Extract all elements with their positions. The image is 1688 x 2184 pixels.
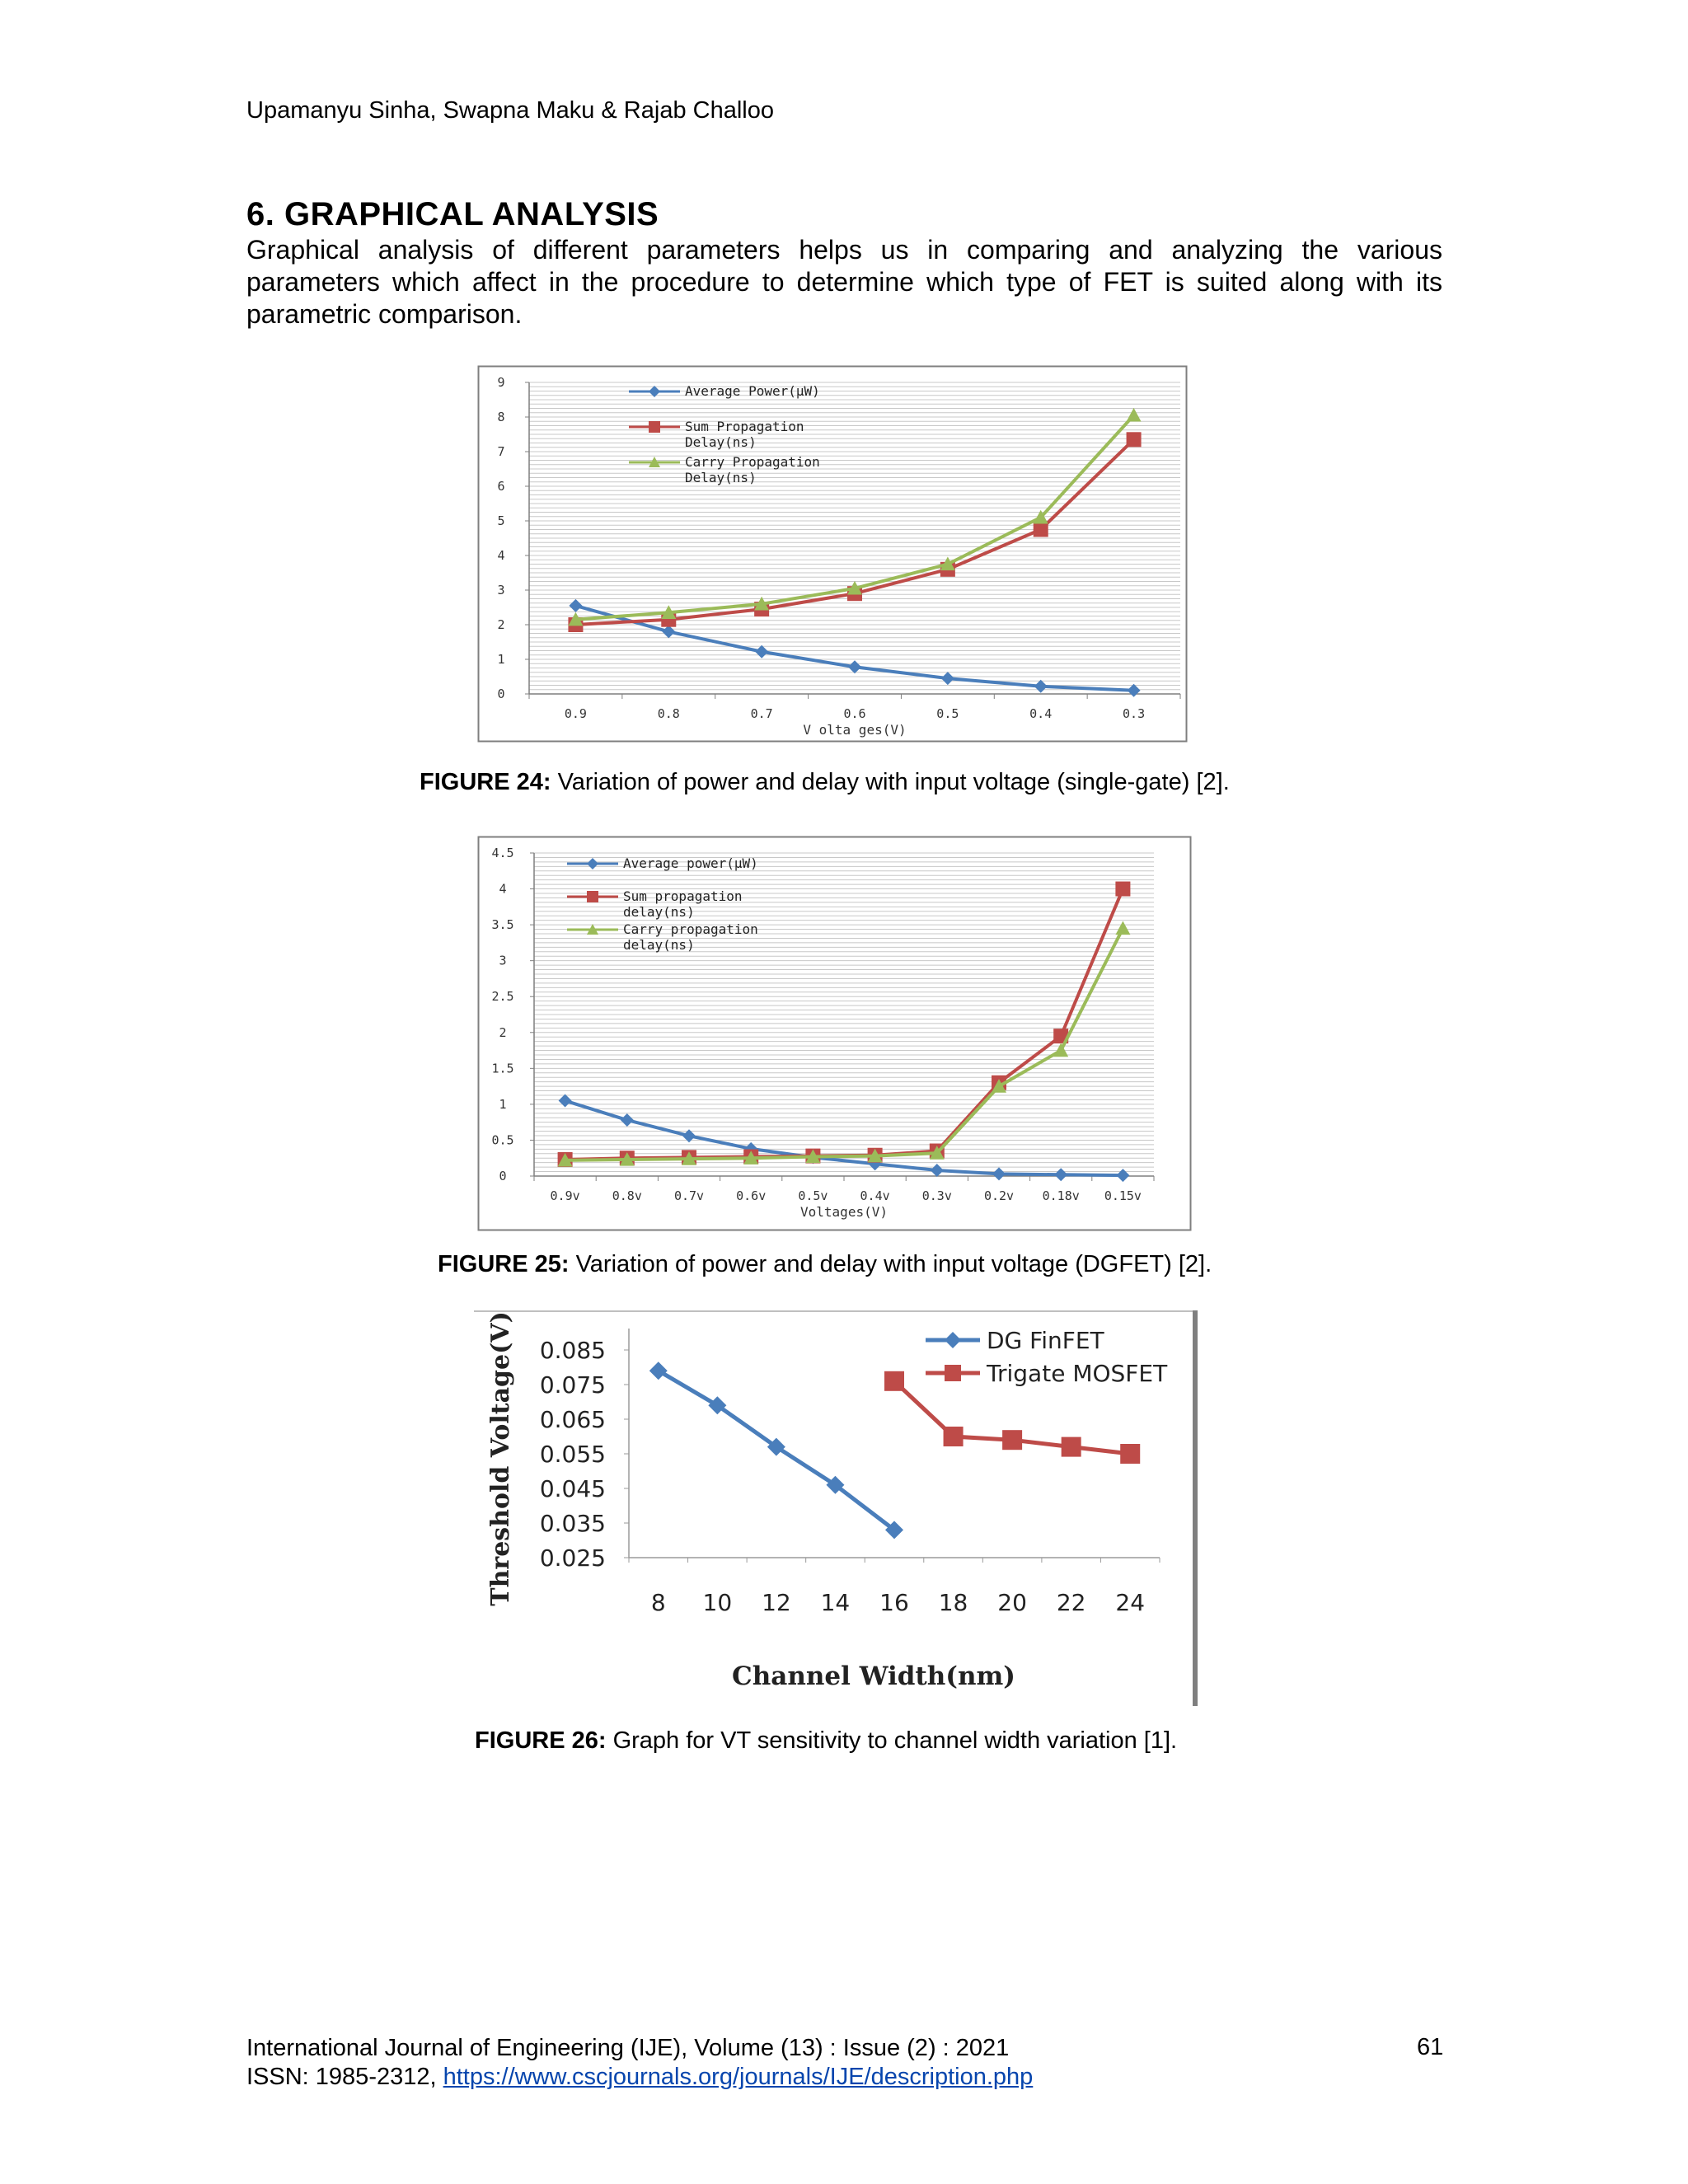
y-tick-label: 0.035	[539, 1510, 606, 1537]
y-tick-label: 3	[497, 583, 505, 598]
y-tick-label: 9	[497, 375, 505, 390]
x-tick-label: 0.3	[1123, 706, 1146, 721]
y-tick-label: 8	[497, 410, 505, 424]
x-tick-label: 0.3v	[921, 1188, 952, 1203]
figure-24-caption-label: FIGURE 24:	[420, 769, 551, 795]
x-tick-label: 0.6	[843, 706, 866, 721]
figure-25-chart	[478, 837, 1191, 1230]
page-footer	[246, 2034, 1033, 2092]
legend-1-marker	[587, 891, 598, 902]
y-tick-label: 0.025	[539, 1544, 606, 1572]
legend-0-label: Average power(µW)	[623, 855, 758, 871]
y-tick-label: 4	[499, 881, 507, 897]
x-tick-label: 24	[1115, 1589, 1146, 1616]
series-1-point	[1002, 1430, 1022, 1450]
x-tick-label: 0.18v	[1042, 1188, 1080, 1203]
section-paragraph: Graphical analysis of different parameters helps us in comparing and analyzing the various parameters which affect in the procedure to determine which type of FET is suited along with its parametric comparison.	[246, 235, 1442, 329]
figure-26-caption-label: FIGURE 26:	[475, 1727, 607, 1754]
figure-24-caption-text: Variation of power and delay with input voltage (single-gate) [2].	[551, 769, 1230, 795]
x-tick-label: 0.6v	[736, 1188, 767, 1203]
y-tick-label: 2.5	[491, 989, 514, 1005]
running-header: Upamanyu Sinha, Swapna Maku & Rajab Challoo	[246, 97, 774, 124]
figure-25-caption-label: FIGURE 25:	[438, 1251, 570, 1277]
y-tick-label: 0.085	[539, 1337, 606, 1364]
series-1-point	[1062, 1437, 1081, 1457]
y-tick-label: 2	[497, 617, 505, 632]
y-tick-label: 4.5	[491, 846, 514, 860]
x-tick-label: 16	[879, 1589, 909, 1616]
x-tick-label: 0.7	[750, 706, 773, 721]
footer-link[interactable]: https://www.cscjournals.org/journals/IJE/description.php	[443, 2064, 1034, 2090]
y-tick-label: 7	[497, 444, 505, 459]
footer-issn: ISSN: 1985-2312,	[246, 2064, 443, 2090]
y-axis-title: Threshold Voltage(V)	[486, 1311, 515, 1606]
series-1-point	[1115, 882, 1130, 897]
figure-25-caption-text: Variation of power and delay with input voltage (DGFET) [2].	[569, 1251, 1212, 1277]
x-tick-label: 0.5	[936, 706, 959, 721]
series-1-point	[944, 1427, 964, 1446]
y-tick-label: 1	[499, 1096, 507, 1112]
page-number: 61	[1417, 2034, 1444, 2060]
figure-26-svg	[474, 1310, 1199, 1706]
figure-25-caption	[438, 1251, 1212, 1278]
series-1-point	[1127, 432, 1142, 447]
footer-journal: International Journal of Engineering (IJE), Volume (13) : Issue (2) : 2021	[246, 2035, 1010, 2061]
x-tick-label: 0.8v	[612, 1188, 642, 1203]
x-tick-label: 14	[820, 1589, 851, 1616]
x-tick-label: 12	[762, 1589, 791, 1616]
x-axis-title: Channel Width(nm)	[732, 1661, 1015, 1691]
footer-issn-line	[246, 2063, 1033, 2092]
x-tick-label: 0.4v	[860, 1188, 890, 1203]
x-tick-label: 18	[938, 1589, 968, 1616]
y-tick-label: 0	[499, 1169, 507, 1183]
y-tick-label: 2	[499, 1024, 507, 1040]
y-tick-label: 0	[497, 687, 505, 701]
x-axis-title: V olta ges(V)	[803, 722, 907, 738]
x-tick-label: 0.2v	[983, 1188, 1015, 1203]
x-tick-label: 0.8	[657, 706, 680, 721]
x-tick-label: 20	[997, 1589, 1027, 1616]
figure-26-caption	[475, 1727, 1177, 1755]
legend-1-label: Trigate MOSFET	[987, 1360, 1168, 1387]
legend-1-label-line1: Sum Propagation	[685, 419, 804, 434]
y-tick-label: 0.075	[539, 1371, 606, 1399]
x-tick-label: 0.5v	[798, 1188, 828, 1203]
x-tick-label: 0.7v	[673, 1188, 705, 1203]
legend-2-label-line1: Carry Propagation	[685, 454, 820, 470]
y-tick-label: 4	[497, 548, 505, 563]
legend-1-marker	[649, 421, 660, 433]
series-1-point	[884, 1371, 904, 1391]
y-tick-label: 3.5	[491, 917, 514, 933]
figure-24-svg	[478, 366, 1187, 742]
x-axis-title: Voltages(V)	[800, 1204, 888, 1220]
legend-1-label-line2: Delay(ns)	[685, 434, 757, 450]
x-tick-label: 22	[1056, 1589, 1086, 1616]
y-tick-label: 1	[497, 652, 505, 667]
figure-24-chart	[478, 366, 1187, 742]
series-1-point	[1120, 1444, 1140, 1464]
figure-26-caption-text: Graph for VT sensitivity to channel width variation [1].	[606, 1727, 1178, 1754]
legend-1-label-line2: delay(ns)	[623, 904, 695, 920]
legend-1-label-line1: Sum propagation	[623, 888, 743, 904]
x-tick-label: 0.9v	[550, 1188, 580, 1203]
y-tick-label: 0.065	[539, 1406, 606, 1433]
x-tick-label: 0.4	[1029, 706, 1053, 721]
x-tick-label: 8	[650, 1589, 666, 1616]
legend-2-label-line2: delay(ns)	[623, 937, 695, 953]
x-tick-label: 0.15v	[1104, 1188, 1142, 1203]
x-tick-label: 0.9	[564, 706, 587, 721]
legend-2-label-line1: Carry propagation	[623, 921, 758, 937]
y-tick-label: 0.5	[491, 1132, 514, 1148]
x-tick-label: 10	[702, 1589, 733, 1616]
y-tick-label: 1.5	[491, 1061, 514, 1076]
legend-2-label-line2: Delay(ns)	[685, 470, 757, 485]
legend-0-label: DG FinFET	[987, 1327, 1104, 1354]
y-tick-label: 5	[497, 513, 505, 528]
section-title: 6. GRAPHICAL ANALYSIS	[246, 196, 659, 232]
y-tick-label: 3	[499, 953, 507, 968]
figure-24-caption	[420, 769, 1230, 796]
legend-1-marker	[945, 1365, 961, 1381]
series-1-point	[1034, 523, 1048, 537]
y-tick-label: 6	[497, 479, 505, 494]
y-tick-label: 0.045	[539, 1475, 606, 1502]
figure-26-chart	[474, 1310, 1199, 1706]
chart-right-border	[1193, 1310, 1198, 1706]
y-tick-label: 0.055	[539, 1441, 606, 1468]
legend-0-label: Average Power(µW)	[685, 383, 820, 399]
figure-25-svg	[478, 837, 1191, 1230]
